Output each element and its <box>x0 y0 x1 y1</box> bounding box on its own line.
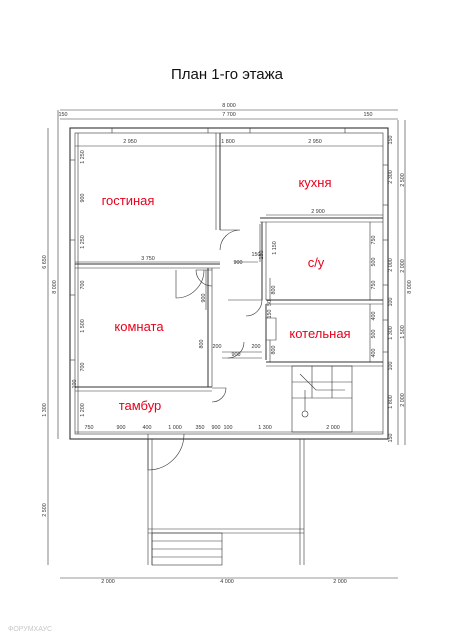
dim-hall-150-a: 150 <box>259 250 265 260</box>
dim-porch-2500: 2 500 <box>42 503 48 517</box>
dim-hall-900-h: 900 <box>231 352 241 358</box>
dim-top-left-wall: 150 <box>58 112 68 118</box>
dim-top-seg-2: 1 800 <box>221 139 235 145</box>
outer-wall <box>70 128 388 439</box>
dim-inner-900-a: 900 <box>233 260 243 266</box>
dim-right-100-b: 100 <box>388 361 394 371</box>
dim-top-seg-1: 2 950 <box>123 139 137 145</box>
dim-bottom-1300: 1 300 <box>258 425 272 431</box>
dim-left-900-a: 900 <box>80 193 86 203</box>
dim-right-2000-a: 2 000 <box>400 259 406 273</box>
dim-left-100: 100 <box>72 379 78 389</box>
dim-bottom-750: 750 <box>84 425 94 431</box>
dim-bottom-400-a: 400 <box>142 425 152 431</box>
dim-left-700-b: 700 <box>80 362 86 372</box>
dim-inner-2900: 2 900 <box>311 209 325 215</box>
plan-title: План 1-го этажа <box>170 66 284 83</box>
dim-top-inner: 7 700 <box>222 112 236 118</box>
dim-wc-1150: 1 150 <box>272 241 278 255</box>
outer-wall-inner <box>75 133 383 434</box>
dim-right-150-a: 150 <box>388 135 394 145</box>
dim-right-2500: 2 500 <box>400 173 406 187</box>
dim-hall-150-b: 150 <box>267 309 273 319</box>
dim-bottom-350: 350 <box>195 425 205 431</box>
dim-right-2300: 2 300 <box>388 170 394 184</box>
dim-hall-50: 50 <box>267 300 273 306</box>
dim-top-right-wall: 150 <box>363 112 373 118</box>
dim-hall-800-a: 800 <box>271 285 277 295</box>
dim-right-total: 8 000 <box>407 280 413 294</box>
dim-inner-150-a: 150 <box>251 252 261 258</box>
dim-hall-200-b: 200 <box>251 344 261 350</box>
dim-hall-900: 900 <box>201 293 207 303</box>
dim-left-1250-b: 1 250 <box>80 235 86 249</box>
room-label-vestibule: тамбур <box>118 398 162 413</box>
dim-boiler-500: 500 <box>371 329 377 339</box>
dim-left-1300: 1 300 <box>42 403 48 417</box>
room-label-bathroom: с/у <box>307 255 325 270</box>
dim-right-2000-c: 2 000 <box>388 258 394 272</box>
dim-porch-4000: 4 000 <box>220 579 234 585</box>
dim-bottom-1000: 1 000 <box>168 425 182 431</box>
watermark: ФОРУМХАУС <box>8 626 53 633</box>
dim-left-700-a: 700 <box>80 280 86 290</box>
room-label-kitchen: кухня <box>298 175 332 190</box>
room-label-bedroom: комната <box>114 319 164 334</box>
dim-left-6650: 6 650 <box>42 255 48 269</box>
room-label-boiler: котельная <box>289 326 351 341</box>
dim-bottom-2000: 2 000 <box>326 425 340 431</box>
dim-wc-750-b: 750 <box>371 280 377 290</box>
dim-hall-200-a: 200 <box>212 344 222 350</box>
dim-bottom-900-b: 900 <box>211 425 221 431</box>
dim-left-1200: 1 200 <box>80 403 86 417</box>
dim-left-total: 8 000 <box>52 280 58 294</box>
dim-top-total: 8 000 <box>222 103 236 109</box>
dim-top-seg-3: 2 950 <box>308 139 322 145</box>
dim-boiler-400-a: 400 <box>371 311 377 321</box>
dim-hall-800-c: 800 <box>199 339 205 349</box>
dim-boiler-400-b: 400 <box>371 348 377 358</box>
dim-right-1500: 1 500 <box>400 325 406 339</box>
dim-inner-3750: 3 750 <box>141 256 155 262</box>
dim-bottom-100: 100 <box>223 425 233 431</box>
dim-right-1800: 1 800 <box>388 395 394 409</box>
dim-left-1500: 1 500 <box>80 319 86 333</box>
dim-porch-2000-r: 2 000 <box>333 579 347 585</box>
dim-right-1300: 1 300 <box>388 326 394 340</box>
dim-left-1250-a: 1 250 <box>80 150 86 164</box>
dim-porch-2000-l: 2 000 <box>101 579 115 585</box>
dim-wc-750-a: 750 <box>371 235 377 245</box>
dim-right-100-a: 100 <box>388 297 394 307</box>
dim-right-150-b: 150 <box>388 433 394 443</box>
dim-wc-500: 500 <box>371 257 377 267</box>
dim-bottom-900-a: 900 <box>116 425 126 431</box>
room-label-living: гостиная <box>101 193 155 208</box>
dim-right-2000-b: 2 000 <box>400 393 406 407</box>
dim-hall-800-b: 800 <box>271 345 277 355</box>
